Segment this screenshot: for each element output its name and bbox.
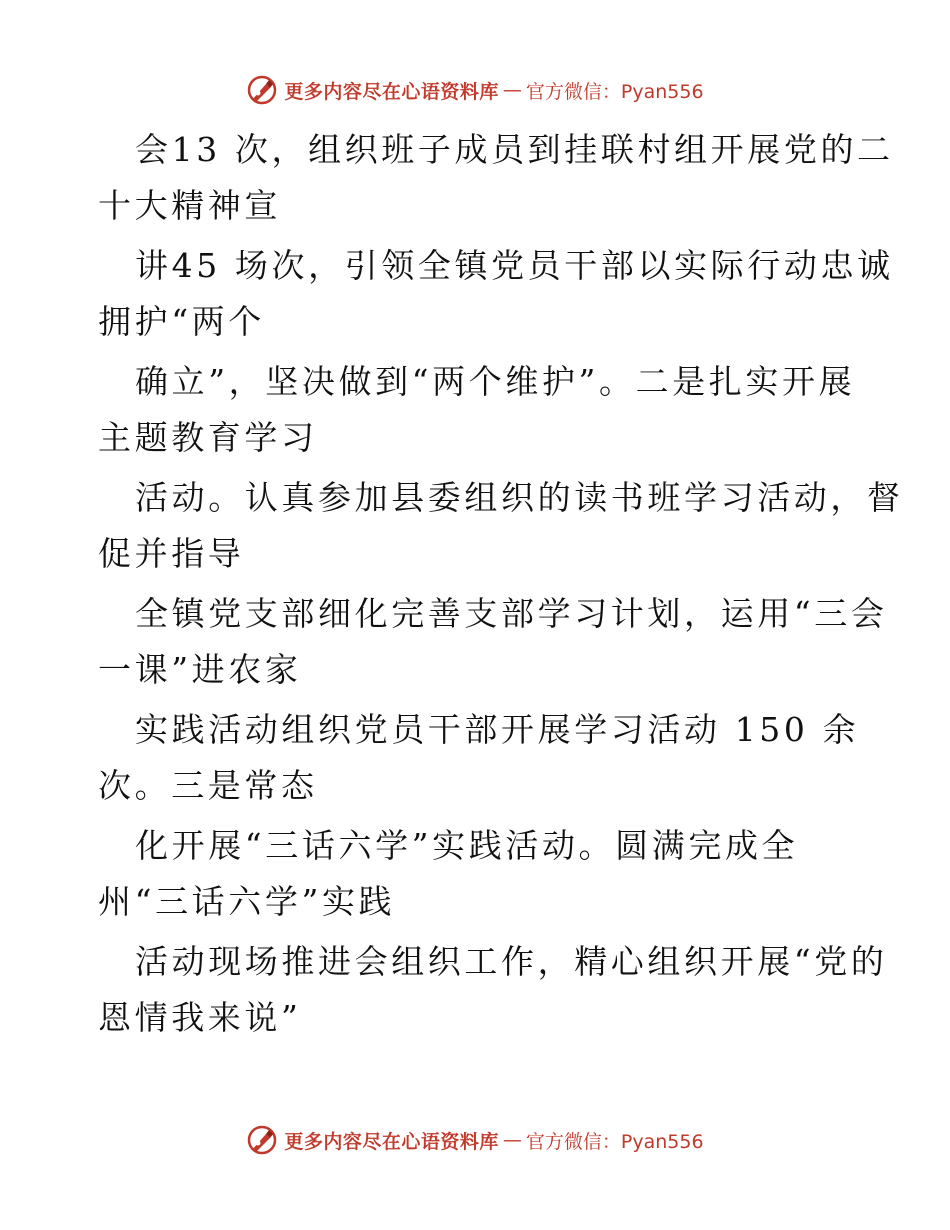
body-line: 主题教育学习 — [98, 418, 318, 457]
body-line: 化开展“三话六学”实践活动。圆满完成全 — [135, 826, 799, 865]
body-line: 实践活动组织党员干部开展学习活动 150 余 — [135, 710, 860, 749]
footer-watermark — [0, 1120, 950, 1160]
body-line: 全镇党支部细化完善支部学习计划，运用“三会 — [135, 594, 888, 633]
watermark-wechat: 官方微信：Pyan556 — [525, 80, 704, 103]
header-watermark — [0, 70, 950, 110]
pen-logo-icon — [246, 1124, 278, 1156]
body-line: 活动现场推进会组织工作，精心组织开展“党的 — [135, 942, 888, 981]
body-line: 活动。认真参加县委组织的读书班学习活动，督 — [135, 478, 904, 517]
body-line: 促并指导 — [98, 534, 245, 573]
watermark-separator: — — [502, 1129, 522, 1151]
watermark-brand: 更多内容尽在心语资料库 — [284, 1130, 499, 1153]
watermark-wechat: 官方微信：Pyan556 — [525, 1130, 704, 1153]
watermark-separator: — — [502, 79, 522, 101]
pen-logo-icon — [246, 74, 278, 106]
body-line: 会13 次，组织班子成员到挂联村组开展党的二 — [135, 130, 894, 169]
body-line: 十大精神宣 — [98, 186, 281, 225]
body-line: 拥护“两个 — [98, 302, 265, 341]
body-line: 州“三话六学”实践 — [98, 882, 396, 921]
body-line: 讲45 场次，引领全镇党员干部以实际行动忠诚 — [135, 246, 894, 285]
body-line: 恩情我来说” — [98, 998, 302, 1037]
body-line: 一课”进农家 — [98, 650, 302, 689]
body-line: 次。三是常态 — [98, 766, 318, 805]
body-line: 确立”，坚决做到“两个维护”。二是扎实开展 — [135, 362, 856, 401]
watermark-brand: 更多内容尽在心语资料库 — [284, 80, 499, 103]
